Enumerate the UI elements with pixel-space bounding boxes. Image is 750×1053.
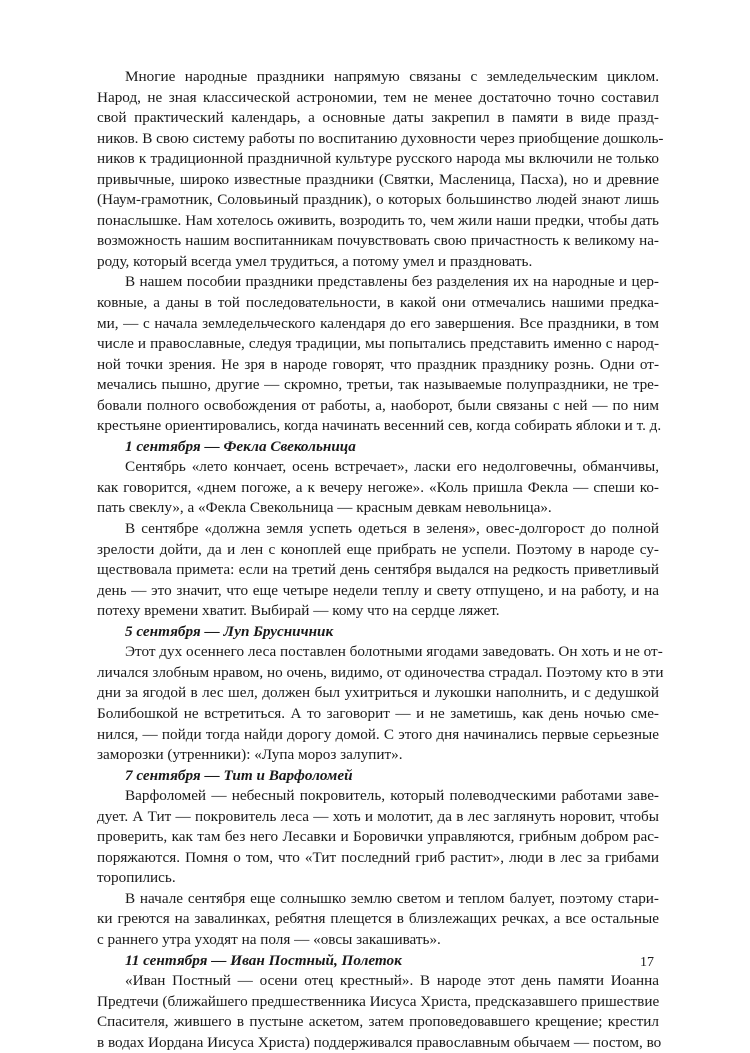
text-line: ников. В свою систему работы по воспитанию духовности через приобщение дошколь- <box>97 129 664 147</box>
text-line: «Иван Постный — осени отец крестный». В народе этот день памяти Иоанна <box>125 972 659 990</box>
text-line: числе и православные, следуя традиции, мы попытались представить именно с народ- <box>97 335 659 353</box>
section-heading: 1 сентября — Фекла Свекольница <box>125 437 356 455</box>
text-line: В начале сентября еще солнышко землю светом и теплом балует, поэтому стари- <box>125 889 659 907</box>
text-line: крестьяне ориентировались, когда начинать весенний сев, когда собирать яблоки и т. д. <box>97 417 662 435</box>
text-line: в водах Иордана Иисуса Христа) поддерживался православным обычаем — постом, во <box>97 1033 662 1051</box>
text-line: Сентябрь «лето кончает, осень встречает», ласки его недолговечны, обманчивы, <box>125 458 659 476</box>
text-line: день — это значит, что еще четыре недели теплу и свету отпущено, и на работу, и на <box>97 581 659 599</box>
text-line: Предтечи (ближайшего предшественника Иисуса Христа, предсказавшего пришествие <box>97 992 660 1010</box>
text-line: привычные, широко известные праздники (Святки, Масленица, Пасха), но и древние <box>97 170 659 188</box>
text-line: ществовала примета: если на третий день сентября выдался на редкость приветливый <box>97 561 659 579</box>
body-text <box>97 67 664 1053</box>
text-line: торопились. <box>97 869 176 887</box>
text-line: нился, — пойди тогда найди дорогу домой. С этого дня начинались первые серьезные <box>97 725 659 743</box>
text-line: пать свеклу», а «Фекла Свекольница — красным девкам невольница». <box>97 499 552 517</box>
text-line: Варфоломей — небесный покровитель, который полеводческими работами заве- <box>125 787 659 805</box>
text-line: понаслышке. Нам хотелось оживить, возродить то, чем жили наши предки, чтобы дать <box>97 211 659 229</box>
text-line: Болибошкой не встретиться. А то заговорит — и не заметишь, как день ночью сме- <box>97 704 659 722</box>
text-line: заморозки (утренники): «Лупа мороз залупит». <box>97 746 403 764</box>
section-heading: 7 сентября — Тит и Варфоломей <box>125 766 353 784</box>
text-line: Народ, не зная классической астрономии, тем не менее достаточно точно составил <box>97 88 659 106</box>
text-line: ми, — с начала земледельческого календаря до его завершения. Все праздники, в том <box>97 314 659 332</box>
text-line: потеху времени хватит. Выбирай — кому что на сердце ляжет. <box>97 602 500 620</box>
text-line: поряжаются. Помня о том, что «Тит последний гриб растит», люди в лес за грибами <box>97 848 659 866</box>
text-line: мечались пышно, другие — скромно, третьи, так называемые полупраздники, не тре- <box>97 376 659 394</box>
paragraph <box>97 457 659 519</box>
text-line: Многие народные праздники напрямую связаны с земледельческим циклом. <box>125 68 659 85</box>
text-line: ной точки зрения. Не зря в народе говорят, что праздник празднику рознь. Одни от- <box>97 355 659 373</box>
paragraph <box>97 272 662 436</box>
paragraph <box>97 971 662 1053</box>
text-line: зрелости дойти, да и лен с коноплей еще прибрать не успели. Поэтому в народе су- <box>97 540 659 558</box>
text-line: свой практический календарь, а основные даты закрепил в памяти в виде празд- <box>97 109 659 127</box>
page-number: 17 <box>640 955 654 970</box>
text-line: возможность нашим воспитанникам почувствовать свою причастность к великому на- <box>97 232 659 250</box>
text-line: В сентябре «должна земля успеть одеться в зеленя», овес-долгорост до полной <box>125 520 659 538</box>
text-line: Спасителя, жившего в пустыне аскетом, затем проповедовавшего крещение; крестил <box>97 1013 659 1031</box>
paragraph <box>97 67 664 272</box>
text-line: ковные, а даны в той последовательности, в какой они отмечались нашими предка- <box>97 294 659 312</box>
text-line: роду, который всегда умел трудиться, а потому умел и праздновать. <box>97 252 533 270</box>
text-line: ников к традиционной праздничной культуре русского народа мы включили не только <box>97 150 659 168</box>
text-line: дует. А Тит — покровитель леса — хоть и молотит, да в лес заглянуть норовит, чтобы <box>97 807 659 825</box>
paragraph <box>97 786 659 889</box>
text-line: как говорится, «днем погоже, а к вечеру негоже». «Коль пришла Фекла — спеши ко- <box>97 478 659 496</box>
paragraph <box>97 889 659 951</box>
text-line: с раннего утра уходят на поля — «овсы закашивать». <box>97 930 441 948</box>
text-line: Этот дух осеннего леса поставлен болотными ягодами заведовать. Он хоть и не от- <box>125 643 663 661</box>
paragraph <box>97 642 664 765</box>
text-line: бовали полного освобождения от работы, а, наоборот, были связаны с ней — по ним <box>97 396 659 414</box>
section-heading: 11 сентября — Иван Постный, Полеток <box>125 951 402 969</box>
text-line: дни за ягодой в лес шел, должен был ухитриться и лукошки наполнить, и с дедушкой <box>97 684 659 702</box>
text-line: личался злобным нравом, но очень, видимо, от одиночества страдал. Поэтому кто в эти <box>97 663 664 681</box>
text-line: (Наум-грамотник, Соловьиный праздник), о которых большинство людей знают лишь <box>97 191 659 209</box>
text-line: В нашем пособии праздники представлены без разделения их на народные и цер- <box>125 273 659 291</box>
text-line: проверить, как там без него Лесавки и Боровички управляются, грибным добром рас- <box>97 828 659 846</box>
section-heading: 5 сентября — Луп Брусничник <box>125 622 334 640</box>
text-line: ки греются на завалинках, ребятня плещется в близлежащих речках, а все остальные <box>97 910 659 928</box>
paragraph <box>97 519 659 622</box>
